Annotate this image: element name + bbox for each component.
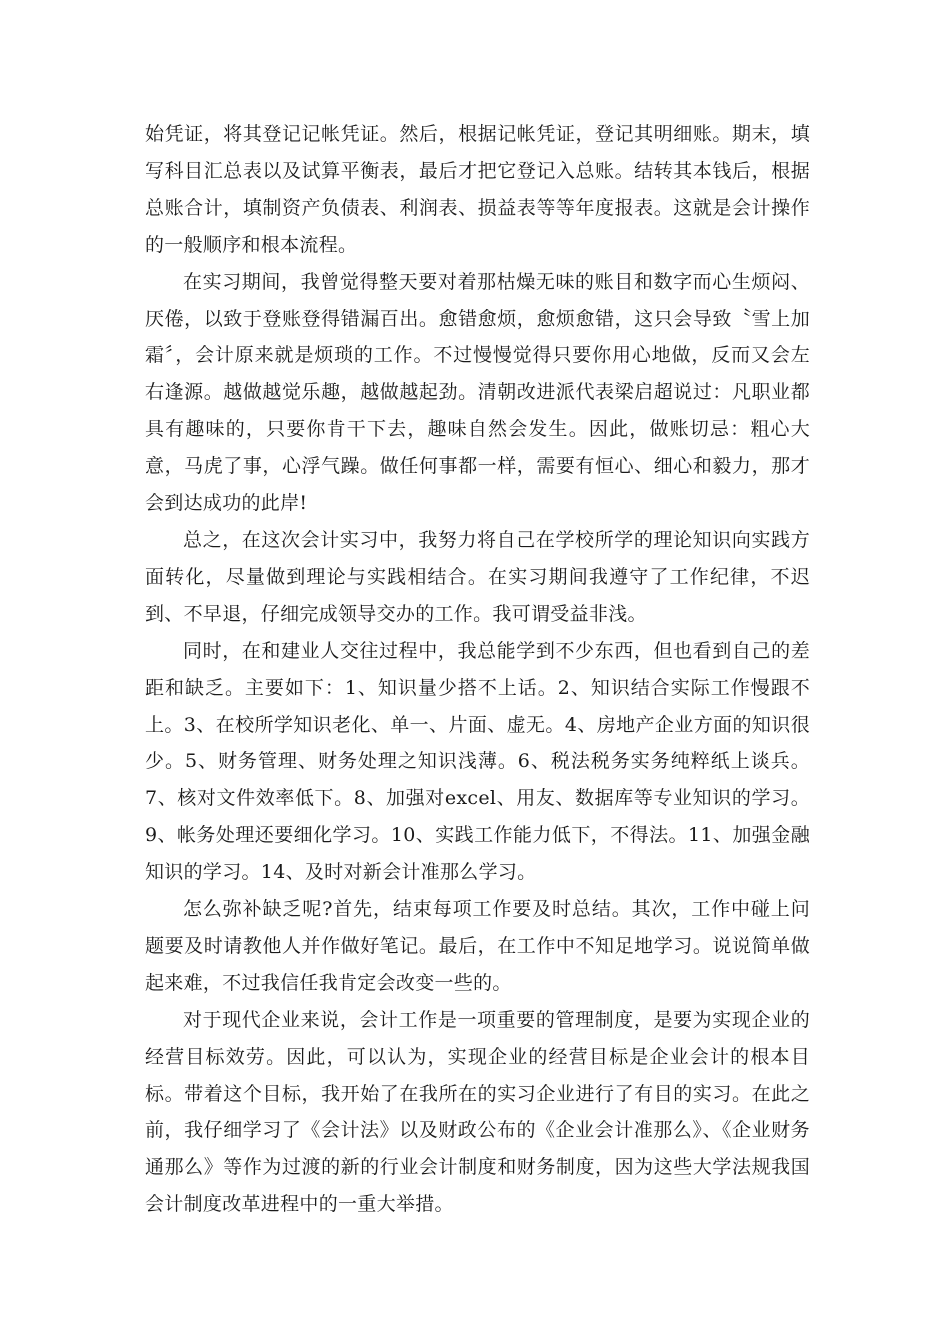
paragraph-continuation: 始凭证，将其登记记帐凭证。然后，根据记帐凭证，登记其明细账。期末，填写科目汇总表以及试算平衡表，最后才把它登记入总账。结转其本钱后，根据总账合计，填制资产负债表、利润表、损益表等等年度报表。这就是会计操作的一般顺序和根本流程。 <box>145 123 810 256</box>
paragraph: 总之，在这次会计实习中，我努力将自己在学校所学的理论知识向实践方面转化，尽量做到理论与实践相结合。在实习期间我遵守了工作纪律，不迟到、不早退，仔细完成领导交办的工作。我可谓受益非浅。 <box>145 528 810 625</box>
paragraph: 在实习期间，我曾觉得整天要对着那枯燥无味的账目和数字而心生烦闷、厌倦，以致于登账登得错漏百出。愈错愈烦，愈烦愈错，这只会导致〝雪上加霜〞，会计原来就是烦琐的工作。不过慢慢觉得只要你用心地做，反而又会左右逢源。越做越觉乐趣，越做越起劲。清朝改进派代表梁启超说过：凡职业都具有趣味的，只要你肯干下去，趣味自然会发生。因此，做账切忌：粗心大意，马虎了事，心浮气躁。做任何事都一样，需要有恒心、细心和毅力，那才会到达成功的此岸! <box>145 270 810 515</box>
document-body <box>145 116 810 1223</box>
paragraph: 对于现代企业来说，会计工作是一项重要的管理制度，是要为实现企业的经营目标效劳。因此，可以认为，实现企业的经营目标是企业会计的根本目标。带着这个目标，我开始了在我所在的实习企业进行了有目的实习。在此之前，我仔细学习了《会计法》以及财政公布的《企业会计准那么》、《企业财务通那么》等作为过渡的新的行业会计制度和财务制度，因为这些大学法规我国会计制度改革进程中的一重大举措。 <box>145 1008 810 1216</box>
paragraph: 同时，在和建业人交往过程中，我总能学到不少东西，但也看到自己的差距和缺乏。主要如下：1、知识量少搭不上话。2、知识结合实际工作慢跟不上。3、在校所学知识老化、单一、片面、虚无。4、房地产企业方面的知识很少。5、财务管理、财务处理之知识浅薄。6、税法税务实务纯粹纸上谈兵。7、核对文件效率低下。8、加强对excel、用友、数据库等专业知识的学习。9、帐务处理还要细化学习。10、实践工作能力低下，不得法。11、加强金融知识的学习。14、及时对新会计准那么学习。 <box>145 639 810 884</box>
paragraph: 怎么弥补缺乏呢?首先，结束每项工作要及时总结。其次，工作中碰上问题要及时请教他人并作做好笔记。最后，在工作中不知足地学习。说说简单做起来难，不过我信任我肯定会改变一些的。 <box>145 898 810 994</box>
